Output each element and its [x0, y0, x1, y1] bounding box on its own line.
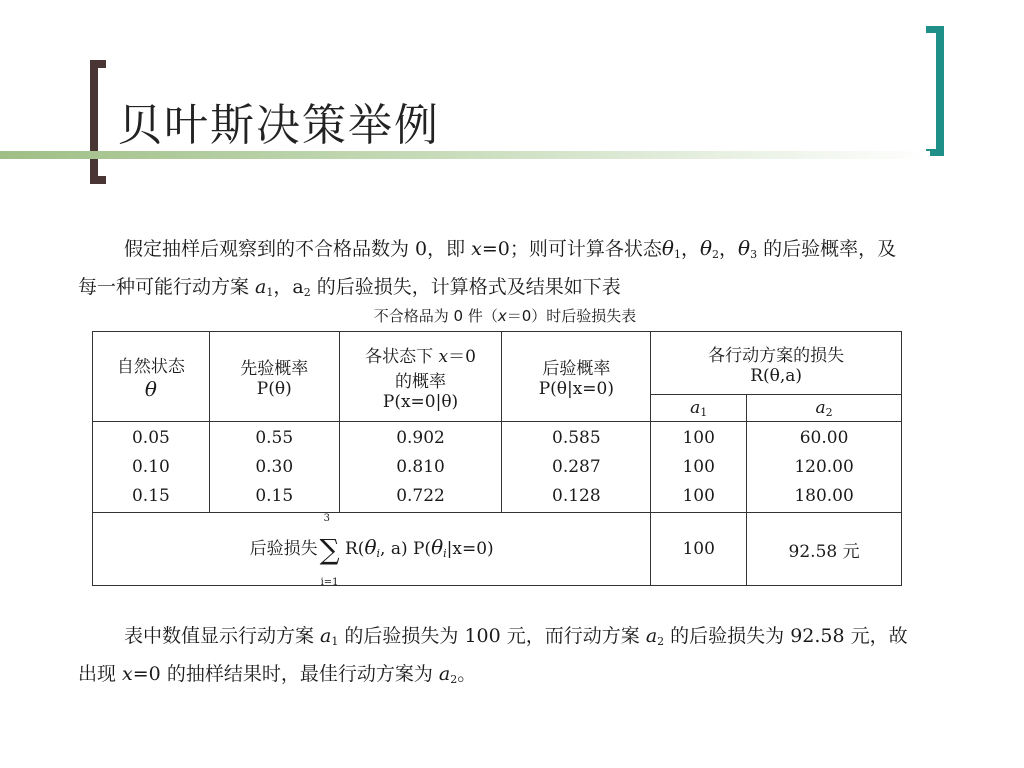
- slide-title: 贝叶斯决策举例: [118, 100, 440, 151]
- header-state: 自然状态 θ: [93, 332, 210, 422]
- header-posterior: 后验概率 P(θ|x=0): [502, 332, 651, 422]
- header-loss: 各行动方案的损失 R(θ,a): [651, 332, 902, 395]
- cell-loss-a2-values: 60.00 120.00 180.00: [747, 422, 902, 513]
- table-data-row: [93, 422, 902, 513]
- intro-paragraph: 假定抽样后观察到的不合格品数为 0，即 x=0；则可计算各状态$\theta_1$，$\theta_2$，$\theta_3$ 的后验概率，及每一种可能行动方案 $a_1$，$a_2$ 的后验损失，计算格式及结果如下表: [78, 236, 897, 299]
- header-a2: $a_2$: [747, 395, 902, 422]
- table-summary-row: [93, 513, 902, 586]
- summary-a2: 92.58 元: [747, 513, 902, 586]
- cell-likelihood-values: 0.902 0.810 0.722: [339, 422, 502, 513]
- summary-a1: 100: [651, 513, 747, 586]
- summation-symbol: ∑ 3 i=1: [319, 512, 340, 588]
- table-caption: 不合格品为 0 件（x＝0）时后验损失表: [373, 307, 637, 325]
- conclusion-paragraph: 表中数值显示行动方案 $a_1$ 的后验损失为 100 元，而行动方案 $a_2$ 的后验损失为 92.58 元，故出现 x=0 的抽样结果时，最佳行动方案为 $a_2$。: [78, 625, 908, 686]
- posterior-loss-table: [92, 331, 902, 586]
- right-bracket-decoration: [926, 26, 944, 156]
- cell-posterior-values: 0.585 0.287 0.128: [502, 422, 651, 513]
- left-bracket-decoration: [90, 60, 106, 184]
- cell-loss-a1-values: 100 100 100: [651, 422, 747, 513]
- header-prior: 先验概率 P(θ): [209, 332, 339, 422]
- summary-formula: 后验损失∑ 3 i=1 $R(\theta_i$, a) $P(\theta_i|x=0)$: [93, 513, 651, 586]
- cell-theta-values: 0.05 0.10 0.15: [93, 422, 210, 513]
- cell-prior-values: 0.55 0.30 0.15: [209, 422, 339, 513]
- header-a1: $a_1$: [651, 395, 747, 422]
- header-likelihood: 各状态下 x＝0 的概率 P(x=0|θ): [339, 332, 502, 422]
- table-header-row: [93, 332, 902, 395]
